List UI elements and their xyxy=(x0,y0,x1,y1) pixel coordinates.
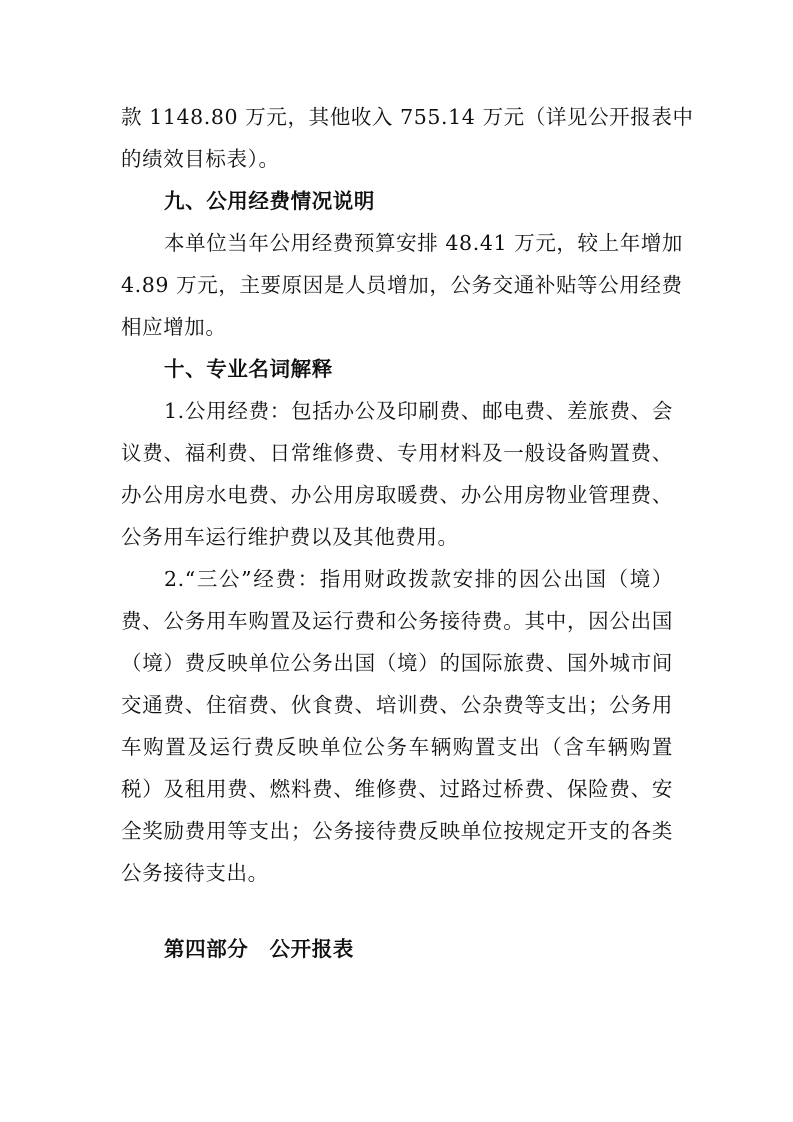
paragraph-line: 公务用车运行维护费以及其他费用。 xyxy=(121,525,459,549)
paragraph-line: 相应增加。 xyxy=(121,315,227,339)
section-heading-nine: 九、公用经费情况说明 xyxy=(164,189,375,213)
paragraph-line: 办公用房水电费、办公用房取暖费、办公用房物业管理费、 xyxy=(121,483,673,507)
paragraph-line: 1.公用经费：包括办公及印刷费、邮电费、差旅费、会 xyxy=(164,399,673,423)
paragraph-line: 议费、福利费、日常维修费、专用材料及一般设备购置费、 xyxy=(121,441,673,465)
paragraph-line: 本单位当年公用经费预算安排 48.41 万元，较上年增加 xyxy=(164,231,684,255)
paragraph-line: 税）及租用费、燃料费、维修费、过路过桥费、保险费、安 xyxy=(121,777,673,801)
paragraph-line: 全奖励费用等支出；公务接待费反映单位按规定开支的各类 xyxy=(121,819,673,843)
paragraph-line: 车购置及运行费反映单位公务车辆购置支出（含车辆购置 xyxy=(121,735,673,759)
paragraph-line: （境）费反映单位公务出国（境）的国际旅费、国外城市间 xyxy=(121,651,673,675)
paragraph-line: 费、公务用车购置及运行费和公务接待费。其中，因公出国 xyxy=(121,609,673,633)
paragraph-line: 交通费、住宿费、伙食费、培训费、公杂费等支出；公务用 xyxy=(121,693,673,717)
paragraph-line: 公务接待支出。 xyxy=(121,861,269,885)
paragraph-line: 的绩效目标表）。 xyxy=(121,147,280,171)
part-heading: 第四部分 公开报表 xyxy=(164,937,354,961)
paragraph-line: 4.89 万元，主要原因是人员增加，公务交通补贴等公用经费 xyxy=(121,273,683,297)
section-heading-ten: 十、专业名词解释 xyxy=(164,357,333,381)
paragraph-line: 2.“三公”经费：指用财政拨款安排的因公出国（境） xyxy=(164,567,673,591)
paragraph-line: 款 1148.80 万元，其他收入 755.14 万元（详见公开报表中 xyxy=(121,105,694,129)
